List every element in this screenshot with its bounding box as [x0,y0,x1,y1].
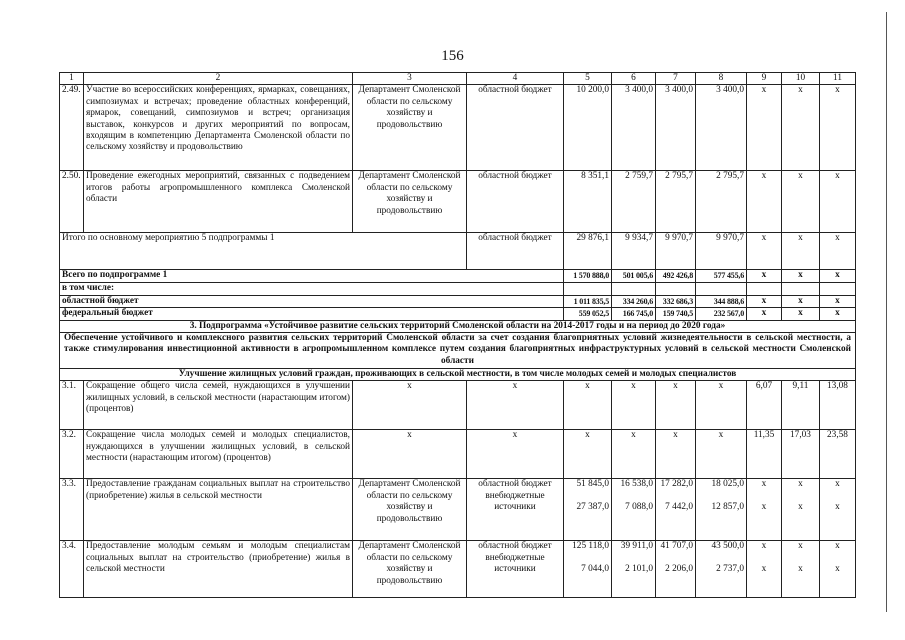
row-description: Сокращение числа молодых семей и молодых специалистов, нуждающихся в улучшении жилищных условий, в сельской местности (нарастающим итогом) (процентов) [84,430,353,479]
value-total [564,541,612,598]
value-year1: 3 400,0 [612,85,656,171]
value-regional: 17 282,0 [660,479,693,490]
subprogram-task: Улучшение жилищных условий граждан, проживающих в сельской местности, в том числе молодых семей и молодых специалистов [60,369,856,381]
value-regional: 43 500,0 [711,541,744,552]
value-year3: 577 455,6 [696,270,747,283]
including-row [60,283,856,295]
value-total: 8 351,1 [564,171,612,233]
subprogram-title: 3. Подпрограмма «Устойчивое развитие сельских территорий Смоленской области на 2014-2017 годы и на период до 2020 года» [60,320,856,332]
col-header: 9 [747,73,782,85]
row-description: Участие во всероссийских конференциях, ярмарках, совещаниях, симпозиумах и встречах; проведение областных конференций, ярмарок, совещаний, симпозиумов и встреч; организация выставок, конкурсов и других мероприятий по вопросам, входящим в компетенцию Департамента Смоленской области по сельскому хозяйству и продовольствию [84,85,353,171]
page-number: 156 [441,48,464,64]
value-year3: х [696,430,747,479]
col-header: 1 [60,73,84,85]
row-funding-source [467,541,564,598]
indicator-year3 [820,479,856,541]
section-goal-row [60,333,856,369]
row-number: 3.2. [60,430,84,479]
table-row [60,85,856,171]
value-regional: 51 845,0 [576,479,609,490]
value-extrabudgetary: 2 737,0 [716,564,744,575]
indicator-year3 [820,541,856,598]
indicator-year3: х [820,85,856,171]
value-total: 559 052,5 [564,308,612,320]
value-year1: 2 759,7 [612,171,656,233]
funding-source-extrabudgetary: внебюджетные источники [485,552,545,575]
value-total: 1 011 835,5 [564,295,612,307]
x-mark: х [835,564,840,575]
x-mark: х [798,502,803,513]
col-header: 7 [656,73,696,85]
indicator-year3: х [820,270,856,283]
value-total: 29 876,1 [564,233,612,270]
value-year2: 2 795,7 [656,171,696,233]
indicator-year2 [782,479,820,541]
table-row [60,381,856,430]
indicator-year1: 11,35 [747,430,782,479]
x-mark: х [798,564,803,575]
row-funding-source: областной бюджет [467,171,564,233]
row-description: Проведение ежегодных мероприятий, связанных с подведением итогов работы агропромышленного комплекса Смоленской области [84,171,353,233]
x-mark: х [761,502,767,513]
col-header: 4 [467,73,564,85]
value-year1: х [612,381,656,430]
indicator-year3: 23,58 [820,430,856,479]
row-description: Сокращение общего числа семей, нуждающихся в улучшении жилищных условий, в сельской местности (нарастающим итогом) (процентов) [84,381,353,430]
value-year1 [612,479,656,541]
indicator-year1: х [747,308,782,320]
value-total: х [564,430,612,479]
row-number: 3.3. [60,479,84,541]
value-year3 [696,541,747,598]
row-executor: х [353,381,467,430]
value-year3: 344 888,6 [696,295,747,307]
table-row [60,171,856,233]
total-row [60,270,856,283]
value-total: х [564,381,612,430]
value-year2: х [656,430,696,479]
column-number-row [60,73,856,85]
subtotal-row [60,233,856,270]
value-year2: 9 970,7 [656,233,696,270]
row-executor: Департамент Смоленской области по сельскому хозяйству и продовольствию [353,479,467,541]
value-year1 [612,541,656,598]
value-year2 [656,479,696,541]
indicator-year3: 13,08 [820,381,856,430]
value-year1: 501 005,6 [612,270,656,283]
col-header: 11 [820,73,856,85]
indicator-year3: х [820,308,856,320]
indicator-year3: х [820,233,856,270]
row-funding-source: х [467,430,564,479]
value-year1: 166 745,0 [612,308,656,320]
x-mark: х [835,541,840,552]
section-title-row [60,320,856,332]
subprogram-goal: Обеспечение устойчивого и комплексного развития сельских территорий Смоленской области за счет создания благоприятных условий жизнедеятельности в сельской местности, а также стимулирования инвестиционной активности в агропромышленном комплексе путем создания благоприятных инфраструктурных условий в сельской местности Смоленской области [60,333,856,369]
indicator-year1 [747,541,782,598]
x-mark: х [761,564,767,575]
row-funding-source: областной бюджет [467,85,564,171]
col-header: 8 [696,73,747,85]
value-year2: 159 740,5 [656,308,696,320]
value-total: 1 570 888,0 [564,270,612,283]
row-funding-source: областной бюджет [467,233,564,270]
value-year3: 232 567,0 [696,308,747,320]
row-number: 3.1. [60,381,84,430]
indicator-year2: 9,11 [782,381,820,430]
value-year2: 3 400,0 [656,85,696,171]
col-header: 10 [782,73,820,85]
x-mark: х [835,479,840,490]
indicator-year3: х [820,295,856,307]
value-extrabudgetary: 7 044,0 [581,564,609,575]
row-description: Предоставление гражданам социальных выплат на строительство (приобретение) жилья в сельской местности [84,479,353,541]
budget-label: областной бюджет [60,295,564,307]
table-row [60,541,856,598]
col-header: 6 [612,73,656,85]
value-year3: 9 970,7 [696,233,747,270]
indicator-year1: х [747,233,782,270]
value-year2: х [656,381,696,430]
x-mark: х [835,502,840,513]
table-row [60,479,856,541]
value-regional: 125 118,0 [572,541,609,552]
indicator-year3: х [820,171,856,233]
value-extrabudgetary: 2 206,0 [665,564,693,575]
indicator-year2 [782,541,820,598]
indicator-year2: х [782,295,820,307]
indicator-year2: х [782,308,820,320]
value-total [564,479,612,541]
value-year1: 9 934,7 [612,233,656,270]
budget-row-oblast [60,295,856,307]
value-regional: 16 538,0 [620,479,653,490]
value-year3: х [696,381,747,430]
indicator-year1: 6,07 [747,381,782,430]
col-header: 3 [353,73,467,85]
funding-source-extrabudgetary: внебюджетные источники [485,490,545,513]
total-label: Всего по подпрограмме 1 [60,270,564,283]
indicator-year1: х [747,85,782,171]
indicator-year2: х [782,233,820,270]
value-extrabudgetary: 7 442,0 [665,502,693,513]
section-task-row [60,369,856,381]
budget-row-federal [60,308,856,320]
value-extrabudgetary: 27 387,0 [576,502,609,513]
x-mark: х [761,479,767,490]
including-label: в том числе: [60,283,564,295]
indicator-year1: х [747,270,782,283]
row-executor: Департамент Смоленской области по сельскому хозяйству и продовольствию [353,171,467,233]
value-year1: 334 260,6 [612,295,656,307]
row-number: 2.49. [60,85,84,171]
value-extrabudgetary: 2 101,0 [625,564,653,575]
row-number: 3.4. [60,541,84,598]
value-extrabudgetary: 7 088,0 [625,502,653,513]
value-extrabudgetary: 12 857,0 [711,502,744,513]
indicator-year2: х [782,85,820,171]
value-year2: 492 426,8 [656,270,696,283]
page-edge-line [886,12,887,612]
budget-label: федеральный бюджет [60,308,564,320]
row-funding-source: х [467,381,564,430]
indicator-year1: х [747,171,782,233]
value-total: 10 200,0 [564,85,612,171]
x-mark: х [798,541,803,552]
value-regional: 41 707,0 [660,541,693,552]
value-year1: х [612,430,656,479]
program-table [59,72,856,598]
indicator-year2: 17,03 [782,430,820,479]
value-year3: 3 400,0 [696,85,747,171]
row-executor: х [353,430,467,479]
value-year2: 332 686,3 [656,295,696,307]
row-number: 2.50. [60,171,84,233]
funding-source-regional: областной бюджет [478,541,552,552]
indicator-year1: х [747,295,782,307]
col-header: 5 [564,73,612,85]
row-funding-source [467,479,564,541]
value-year3 [696,479,747,541]
col-header: 2 [84,73,353,85]
funding-source-regional: областной бюджет [478,479,552,490]
value-year3: 2 795,7 [696,171,747,233]
indicator-year1 [747,479,782,541]
x-mark: х [798,479,803,490]
value-year2 [656,541,696,598]
subtotal-label: Итого по основному мероприятию 5 подпрограммы 1 [60,233,467,270]
value-regional: 39 911,0 [620,541,653,552]
table-row [60,430,856,479]
value-regional: 18 025,0 [711,479,744,490]
row-executor: Департамент Смоленской области по сельскому хозяйству и продовольствию [353,85,467,171]
indicator-year2: х [782,270,820,283]
row-description: Предоставление молодым семьям и молодым специалистам социальных выплат на строительство (приобретение) жилья в сельской местности [84,541,353,598]
x-mark: х [761,541,767,552]
indicator-year2: х [782,171,820,233]
row-executor: Департамент Смоленской области по сельскому хозяйству и продовольствию [353,541,467,598]
